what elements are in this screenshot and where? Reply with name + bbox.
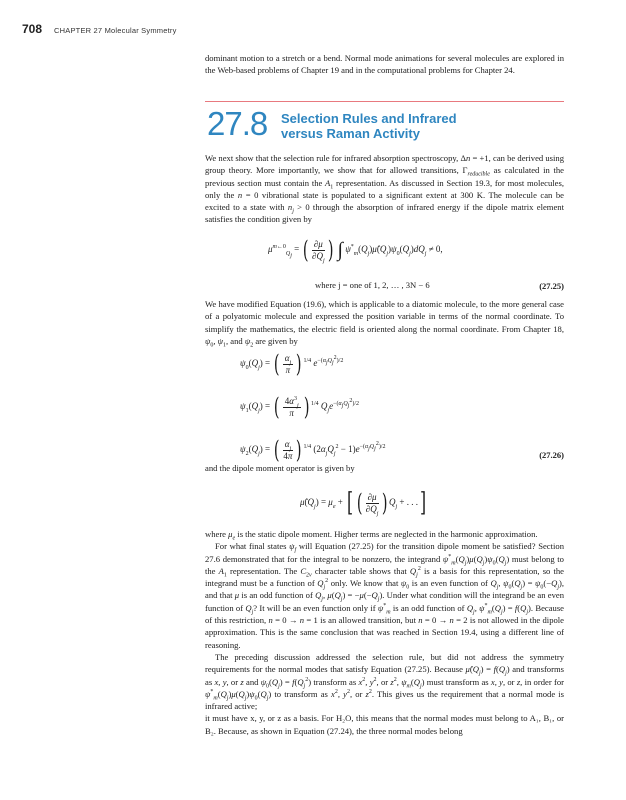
equation-number-27-26: (27.26) [539,450,564,460]
chapter-title: CHAPTER 27 Molecular Symmetry [54,26,177,35]
equation-27-25: $\mu^{m\leftarrow 0}_{Q_j}$ = ( $\frac{\partial\mu}{\partial Q_j}$ ) ∫ $\psi^*_m(Q_j)\mû(Q_j)\psi_0(Q_j)dQ_j \ne 0$, [268,236,443,264]
paragraph-dipole-operator: and the dipole moment operator is given by [205,463,355,473]
paragraph-static-dipole: where $\mu_e$ is the static dipole moment. Higher terms are neglected in the harmonic approximation. For what final states $\psi_f$ will Equation (27.25) for the transition dipole moment be satisfied? Section 27.6 demonstrated that for the integral to be nonzero, the integrand $\psi^*_m(Q_j)\mu(Q_j)\psi_0(Q_j)$ must belong to the $A_1$ representation. The $C_{2v}$ character table shows that $Q_j^2$ is a basis for this representation, so the integrand must be a function of $Q_j^2$ only. We know that $\psi_0$ is an even function of $Q_j$, $\psi_0(Q_j) = \psi_0(-Q_j)$, and that μ is an odd function of $Q_j$, $\mu(Q_j) = -\mu(-Q_j)$. Under what condition will the integrand be an even function of $Q_j$? It will be an even function only if $\psi^*_m$ is an odd function of $Q_j$, $\psi^*_m(Q_j) = f(Q_j)$. Because of this restriction, n = 0 → n = 1 is an allowed transition, but n = 0 → n = 2 is not allowed in the dipole approximation. This is the same conclusion that was reached in Section 19.4, using a different line of reasoning. The preceding discussion addressed the selection rule, but did not address the symmetry requirements for the normal modes that satisfy Equation (27.25). Because $\mû(Q_j) = f(Q_j)$ and transforms as x, y, or z and $\psi_0(Q_j) = f(Q_j^2)$ transform as $x^2$, $y^2$, or $z^2$, $\psi_m(Q_j)$ must transform as x, y, or z, in order for $\psi^*_m(Q_j)\mu(Q_j)\psi_0(Q_j)$ to transform as $x^2$, $y^2$, or $z^2$. This gives us the requirement that a normal mode is infrared active; it must have x, y, or z as a basis. For H₂O, this means that the normal modes must belong to A₁, B₁, or B₂. Because, as shown in Equation (27.24), the three normal modes belong [205,529,565,736]
equation-dipole-operator: $\mû(Q_j) = \mu_e$ + [ ( $\frac{\partial\mu}{\partial Q_j}$ ) $Q_j$ + . . .] [300,488,427,518]
paragraph-equation-19-6: We have modified Equation (19.6), which is applicable to a diatomic molecule, to the more general case of a polyatomic molecule and expressed the position variable in terms of the normal coordinate. To simplify the mathematics, the electric field is oriented along the normal coordinate. From Chapter 18, $\psi_0$, $\psi_1$, and $\psi_2$ are given by [205,299,564,349]
closing-line: it must have x, y, or z as a basis. For H₂O, this means that the normal modes must belong to A₁, B₁, or B₂. Because, as shown in Equation (27.24), the three normal modes belong [205,713,564,736]
equation-number-27-25: (27.25) [539,281,564,291]
section-rule [205,101,564,102]
equation-psi1: $\psi_1(Q_j)$ = ( $\frac{4\alpha^3_j}{\pi}$ ) $^{1/4}$ $Q_je^{-(\alpha_jQ_j^2)/2}$ [240,393,359,421]
page-header [22,22,177,36]
equation-psi2: $\psi_2(Q_j)$ = ( $\frac{\alpha_j}{4\pi}$ ) $^{1/4}$ $(2\alpha_jQ_j^2 - 1)e^{-(\alpha_jQ_j^2)/2}$ [240,436,386,464]
equation-psi0: $\psi_0(Q_j)$ = ( $\frac{\alpha_j}{\pi}$ ) $^{1/4}$ $e^{-(\alpha_jQ_j^2)/2}$ [240,350,344,378]
section-number: 27.8 [207,105,268,142]
intro-paragraph: dominant motion to a stretch or a bend. Normal mode animations for several molecules are explored in the Web-based problems of Chapter 19 and in the computational problems for Chapter 24. [205,53,564,76]
paragraph-selection-rule: We next show that the selection rule for infrared absorption spectroscopy, Δn = +1, can be derived using group theory. More importantly, we show that for allowed transitions, $\Gamma_{reducible}$ as calculated in the previous section must contain the $A_1$ representation. As discussed in Section 19.3, for most molecules, only the n = 0 vibrational state is populated to a significant extent at 300 K. The molecule can be excited to a state with $n_j > 0$ through the absorption of infrared energy if the dipole matrix element satisfies the condition given by [205,153,565,225]
equation-27-25-condition: where j = one of 1, 2, … , 3N − 6 [315,280,430,290]
section-title: Selection Rules and Infrared versus Raman Activity [281,111,457,141]
page-number: 708 [22,22,43,36]
